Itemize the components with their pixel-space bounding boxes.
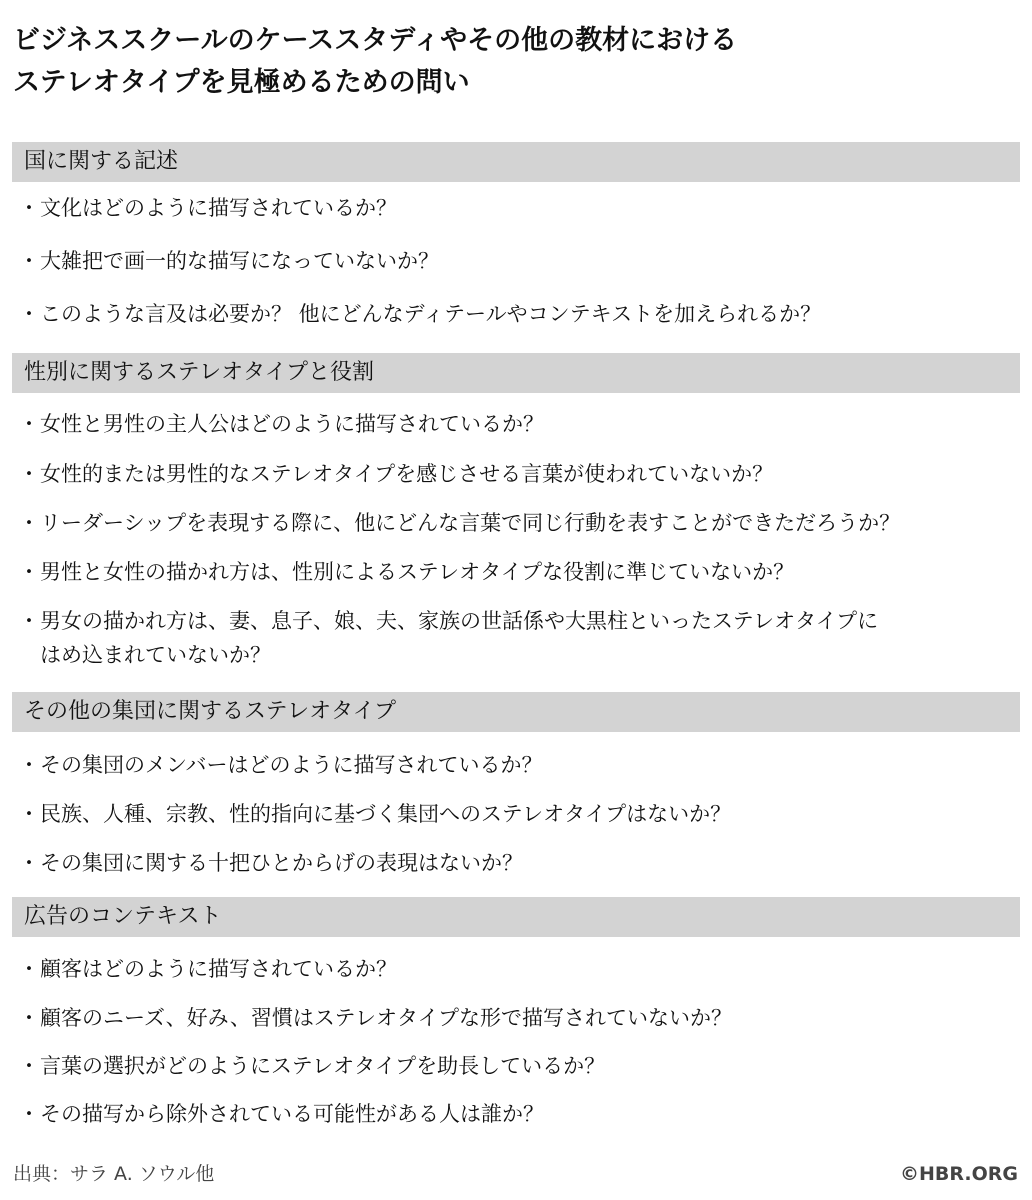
item-text: 顧客はどのように描写されているか？	[40, 957, 397, 981]
item-text: 女性的または男性的なステレオタイプを感じさせる言葉が使われていないか？	[40, 462, 774, 486]
bullet: ・	[18, 957, 40, 981]
list-item	[18, 1098, 1028, 1130]
list-item	[18, 245, 1028, 277]
bullet: ・	[18, 196, 40, 220]
item-text-line-1: 男女の描かれ方は、妻、息子、娘、夫、家族の世話係や大黒柱といったステレオタイプに	[40, 609, 879, 633]
section-header-country: 国に関する記述	[12, 142, 1020, 182]
bullet: ・	[18, 511, 40, 535]
section-header-gender: 性別に関するステレオタイプと役割	[12, 353, 1020, 393]
list-item	[18, 798, 1028, 830]
bullet: ・	[18, 462, 40, 486]
bullet: ・	[18, 560, 40, 584]
bullet: ・	[18, 412, 40, 436]
list-item	[18, 192, 1028, 224]
list-item	[18, 1002, 1028, 1034]
item-text: 顧客のニーズ、好み、習慣はステレオタイプな形で描写されていないか？	[40, 1006, 732, 1030]
bullet: ・	[18, 1054, 40, 1078]
page-title	[13, 20, 1013, 104]
list-item	[18, 556, 1028, 588]
item-text: その集団に関する十把ひとからげの表現はないか？	[40, 851, 523, 875]
list-item	[18, 749, 1028, 781]
list-item	[18, 604, 1028, 672]
list-item	[18, 953, 1028, 985]
bullet: ・	[18, 1102, 40, 1126]
list-item	[18, 507, 1028, 539]
item-text: 男性と女性の描かれ方は、性別によるステレオタイプな役割に準じていないか？	[40, 560, 795, 584]
bullet: ・	[18, 753, 40, 777]
section-header-other-groups: その他の集団に関するステレオタイプ	[12, 692, 1020, 732]
list-item	[18, 1050, 1028, 1082]
bullet: ・	[18, 851, 40, 875]
section-header-advertising: 広告のコンテキスト	[12, 897, 1020, 937]
list-item	[18, 847, 1028, 879]
item-text: その描写から除外されている可能性がある人は誰か？	[40, 1102, 544, 1126]
item-text: このような言及は必要か？ 他にどんなディテールやコンテキストを加えられるか？	[40, 302, 822, 326]
bullet: ・	[18, 1006, 40, 1030]
item-text: 言葉の選択がどのようにステレオタイプを助長しているか？	[40, 1054, 606, 1078]
item-text: 文化はどのように描写されているか？	[40, 196, 397, 220]
item-text-line-2: はめ込まれていないか？	[40, 643, 271, 667]
item-text: リーダーシップを表現する際に、他にどんな言葉で同じ行動を表すことができただろうか？	[40, 511, 901, 535]
item-text: 大雑把で画一的な描写になっていないか？	[40, 249, 439, 273]
title-line-2: ステレオタイプを見極めるための問い	[13, 67, 470, 98]
list-item	[18, 408, 1028, 440]
credit-hbr: ©HBR.ORG	[900, 1163, 1018, 1185]
bullet: ・	[18, 802, 40, 826]
title-line-1: ビジネススクールのケーススタディやその他の教材における	[13, 25, 738, 56]
list-item	[18, 298, 1028, 330]
bullet: ・	[18, 302, 40, 326]
bullet: ・	[18, 249, 40, 273]
bullet: ・	[18, 609, 40, 633]
item-text: その集団のメンバーはどのように描写されているか？	[40, 753, 543, 777]
item-text: 民族、人種、宗教、性的指向に基づく集団へのステレオタイプはないか？	[40, 802, 732, 826]
item-text: 女性と男性の主人公はどのように描写されているか？	[40, 412, 544, 436]
source-citation: 出典：サラ A. ソウル他	[13, 1163, 215, 1185]
list-item	[18, 458, 1028, 490]
